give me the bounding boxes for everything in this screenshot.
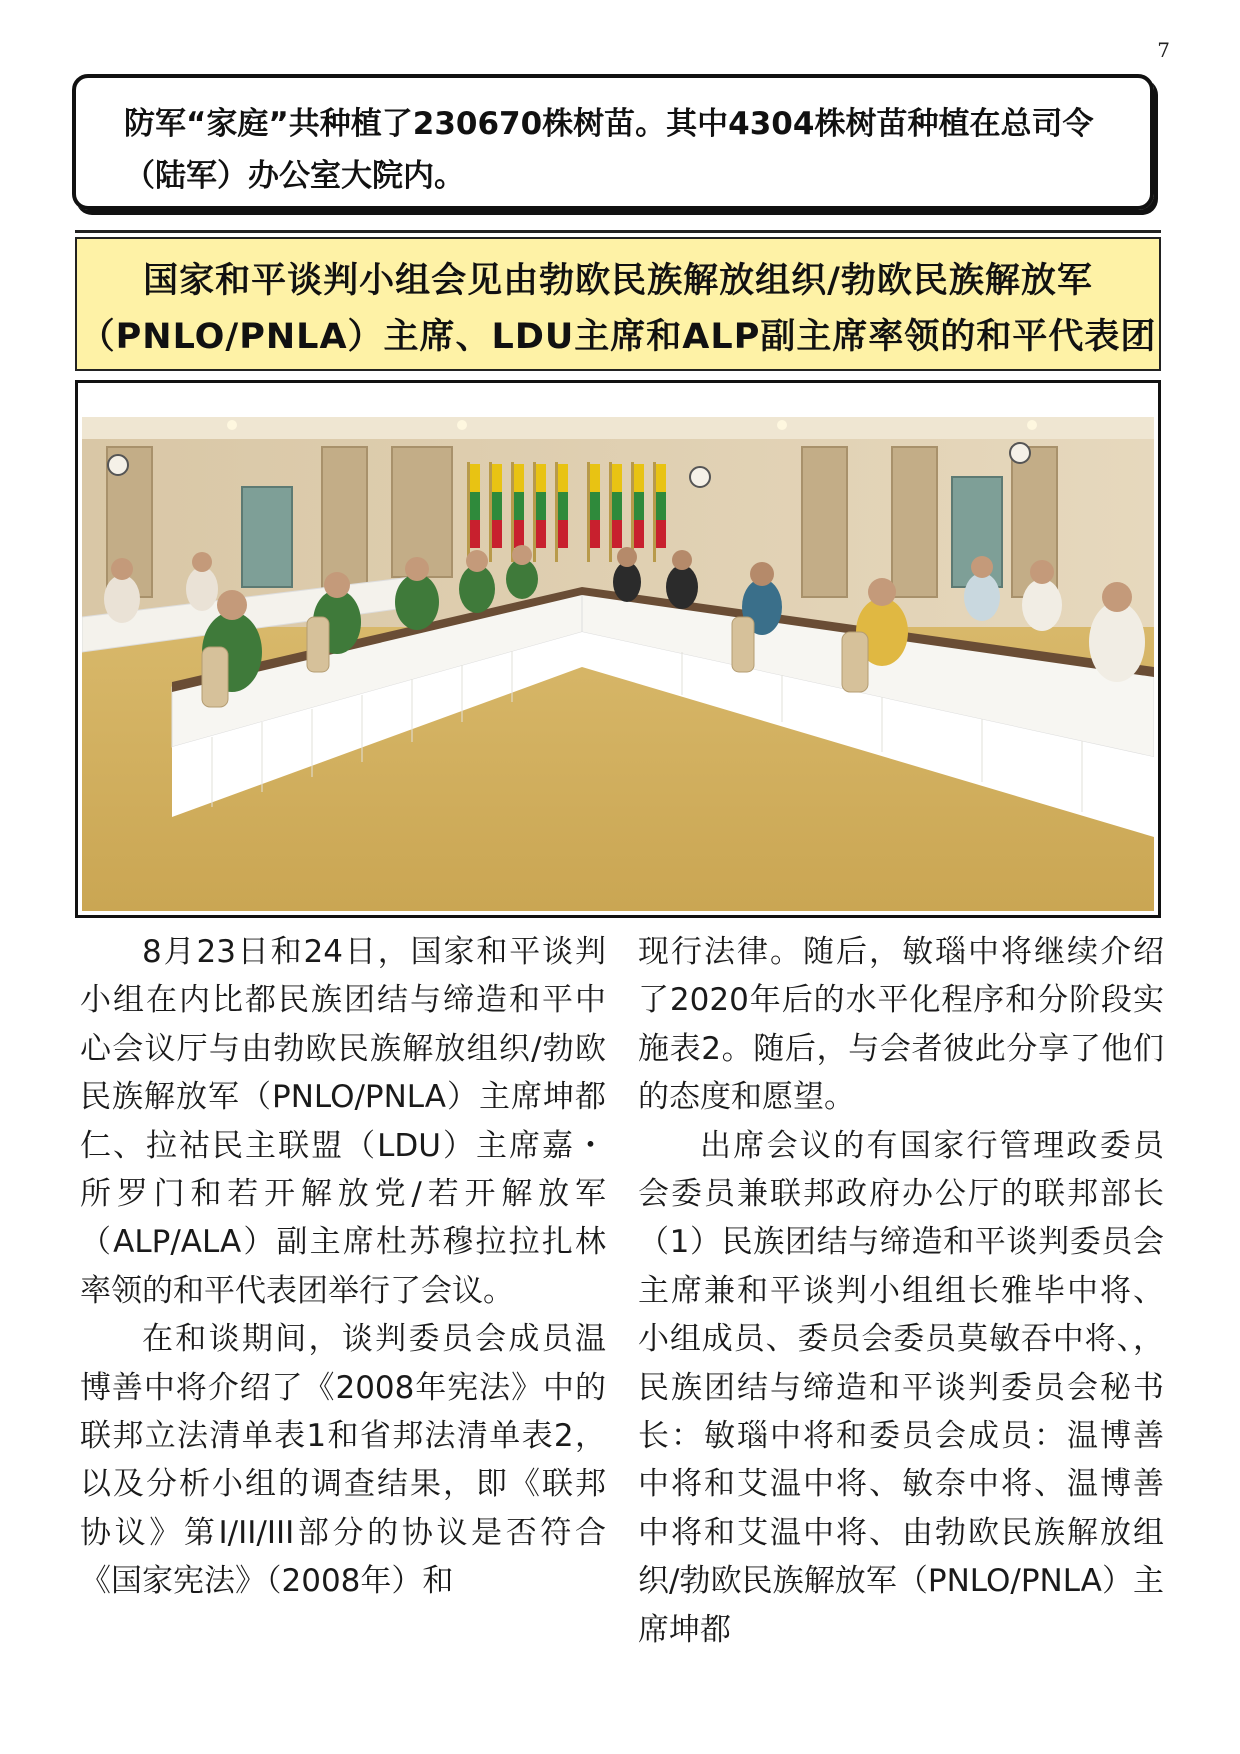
body-paragraph-2: 在和谈期间，谈判委员会成员温博善中将介绍了《2008年宪法》中的联邦立法清单表1和省邦法清单表2，以及分析小组的调查结果，即《联邦协议》第I/II/III部分的协议是否符合《国家宪法》（2008年）和 <box>80 1321 606 1600</box>
headline-line-1: 国家和平谈判小组会见由勃欧民族解放组织/勃欧民族解放军 <box>143 261 1093 301</box>
left-text-column <box>80 928 606 1606</box>
article-headline-box <box>75 237 1161 371</box>
continued-notice-text: 防军“家庭”共种植了230670株树苗。其中4304株树苗种植在总司令（陆军）办公室大院内。 <box>124 106 1094 194</box>
right-text-column <box>638 928 1164 1654</box>
body-paragraph-3: 出席会议的有国家行管理政委员会委员兼联邦政府办公厅的联邦部长（1）民族团结与缔造和平谈判委员会主席兼和平谈判小组组长雅毕中将、小组成员、委员会委员莫敏吞中将、，民族团结与缔造和平谈判委员会秘书长：敏瑙中将和委员会成员：温博善中将和艾温中将、敏奈中将、温博善中将和艾温中将、由勃欧民族解放组织/勃欧民族解放军（PNLO/PNLA）主席坤都 <box>638 1127 1164 1648</box>
page-number: 7 <box>1157 38 1170 62</box>
meeting-photo <box>82 417 1154 911</box>
meeting-photo-frame <box>75 380 1161 918</box>
continued-notice-box <box>72 74 1154 210</box>
body-paragraph-2-continued: 现行法律。随后，敏瑙中将继续介绍了2020年后的水平化程序和分阶段实施表2。随后，与会者彼此分享了他们的态度和愿望。 <box>638 934 1164 1116</box>
body-paragraph-1: 8月23日和24日，国家和平谈判小组在内比都民族团结与缔造和平中心会议厅与由勃欧民族解放组织/勃欧民族解放军（PNLO/PNLA）主席坤都仁、拉祜民主联盟（LDU）主席嘉・所罗门和若开解放党/若开解放军（ALP/ALA）副主席杜苏穆拉拉扎林率领的和平代表团举行了会议。 <box>80 934 606 1309</box>
headline-line-2: （PNLO/PNLA）主席、LDU主席和ALP副主席率领的和平代表团 <box>79 317 1157 357</box>
